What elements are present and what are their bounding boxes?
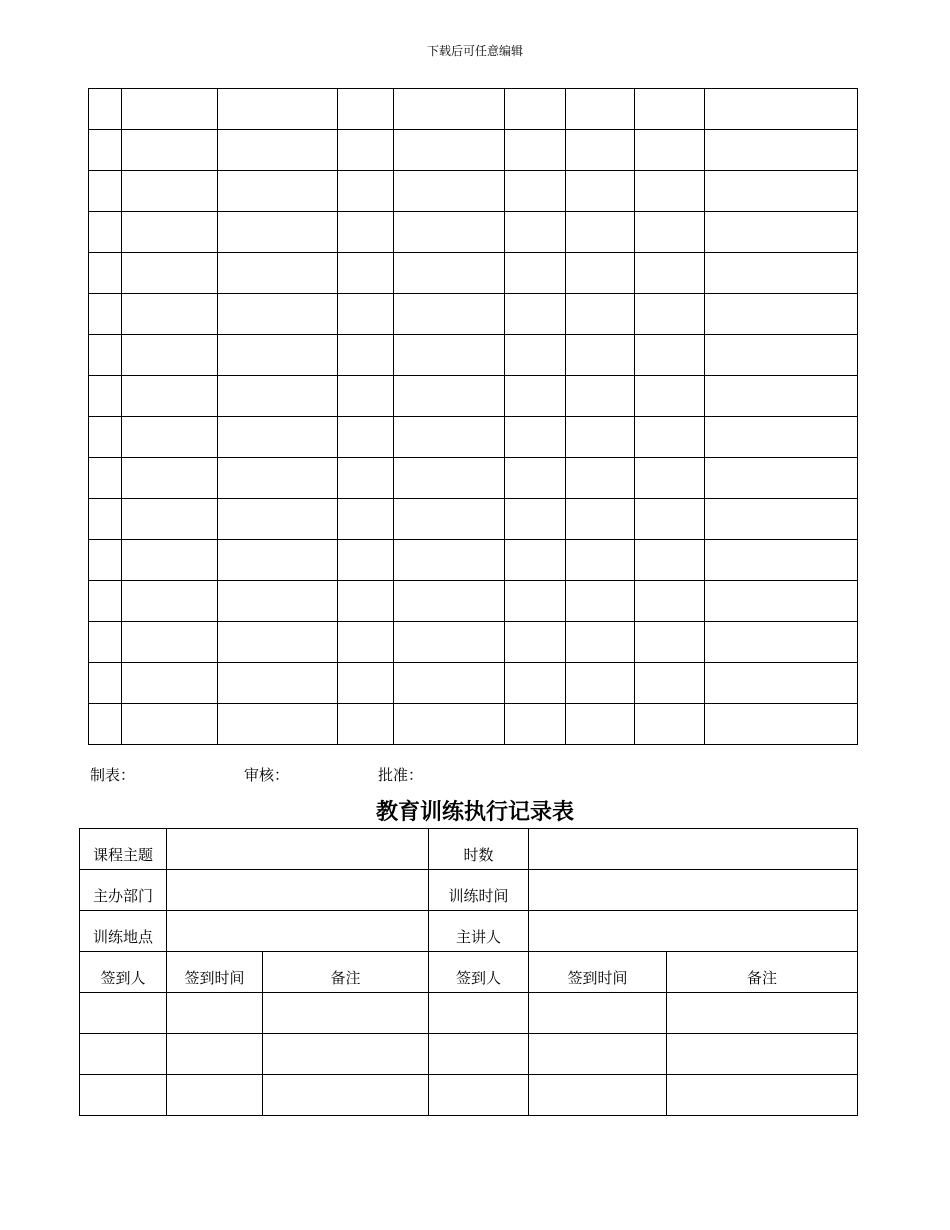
grid-cell[interactable] [705,89,858,130]
grid-cell[interactable] [635,335,705,376]
grid-cell[interactable] [394,171,505,212]
grid-cell[interactable] [394,458,505,499]
host-department-label: 主办部门 [80,870,167,911]
grid-cell[interactable] [218,294,338,335]
grid-cell[interactable] [705,130,858,171]
grid-cell[interactable] [218,89,338,130]
grid-row [89,499,858,540]
grid-cell[interactable] [394,622,505,663]
lecturer-field[interactable] [529,911,858,952]
grid-cell[interactable] [218,212,338,253]
grid-cell[interactable] [705,171,858,212]
grid-cell[interactable] [218,253,338,294]
signin-cell[interactable] [667,1034,858,1075]
grid-cell[interactable] [566,335,635,376]
grid-cell[interactable] [338,89,394,130]
grid-cell[interactable] [89,130,122,171]
grid-cell[interactable] [218,376,338,417]
grid-cell[interactable] [122,458,218,499]
course-topic-field[interactable] [167,829,429,870]
grid-cell[interactable] [566,622,635,663]
signin-cell[interactable] [263,993,429,1034]
blank-grid-body [89,89,858,745]
grid-cell[interactable] [218,417,338,458]
grid-cell[interactable] [394,130,505,171]
grid-cell[interactable] [566,171,635,212]
grid-cell[interactable] [394,376,505,417]
grid-cell[interactable] [705,622,858,663]
grid-row [89,540,858,581]
grid-cell[interactable] [635,458,705,499]
header-note: 下载后可任意编辑 [426,44,523,58]
column-header: 签到时间 [529,952,667,993]
column-header: 备注 [667,952,858,993]
grid-cell[interactable] [218,335,338,376]
grid-cell[interactable] [705,540,858,581]
grid-row [89,171,858,212]
grid-cell[interactable] [122,130,218,171]
grid-cell[interactable] [635,663,705,704]
grid-cell[interactable] [89,499,122,540]
training-location-row [80,911,858,952]
grid-cell[interactable] [635,417,705,458]
grid-cell[interactable] [338,376,394,417]
signin-cell[interactable] [263,1075,429,1116]
signin-rows [80,993,858,1116]
grid-cell[interactable] [338,171,394,212]
signin-cell[interactable] [429,1034,529,1075]
grid-cell[interactable] [505,622,566,663]
grid-cell[interactable] [338,622,394,663]
grid-cell[interactable] [505,499,566,540]
grid-cell[interactable] [635,253,705,294]
grid-cell[interactable] [338,663,394,704]
grid-cell[interactable] [505,376,566,417]
grid-cell[interactable] [394,294,505,335]
grid-cell[interactable] [218,704,338,745]
grid-row [89,663,858,704]
host-department-field[interactable] [167,870,429,911]
grid-row [89,704,858,745]
grid-cell[interactable] [338,253,394,294]
blank-grid-table [88,88,858,745]
grid-cell[interactable] [635,130,705,171]
grid-cell[interactable] [89,376,122,417]
grid-cell[interactable] [505,458,566,499]
grid-cell[interactable] [122,89,218,130]
grid-cell[interactable] [394,581,505,622]
grid-cell[interactable] [122,335,218,376]
grid-cell[interactable] [122,376,218,417]
signin-cell[interactable] [529,1034,667,1075]
signin-row [80,1034,858,1075]
signin-cell[interactable] [80,1075,167,1116]
grid-cell[interactable] [505,704,566,745]
grid-cell[interactable] [705,499,858,540]
grid-row [89,622,858,663]
grid-cell[interactable] [566,499,635,540]
course-topic-row [80,829,858,870]
grid-cell[interactable] [566,417,635,458]
grid-cell[interactable] [505,540,566,581]
hours-label: 时数 [429,829,529,870]
signin-row [80,993,858,1034]
signin-cell[interactable] [167,1075,263,1116]
grid-cell[interactable] [218,581,338,622]
grid-cell[interactable] [122,581,218,622]
grid-cell[interactable] [394,212,505,253]
grid-cell[interactable] [218,499,338,540]
grid-cell[interactable] [394,89,505,130]
grid-cell[interactable] [566,212,635,253]
lecturer-label: 主讲人 [429,911,529,952]
grid-cell[interactable] [705,253,858,294]
grid-cell[interactable] [122,622,218,663]
grid-cell[interactable] [394,417,505,458]
grid-row [89,376,858,417]
column-header: 签到时间 [167,952,263,993]
grid-cell[interactable] [122,417,218,458]
grid-cell[interactable] [89,540,122,581]
grid-cell[interactable] [505,417,566,458]
grid-cell[interactable] [338,499,394,540]
signin-cell[interactable] [667,993,858,1034]
grid-row [89,212,858,253]
grid-cell[interactable] [394,704,505,745]
grid-cell[interactable] [218,130,338,171]
grid-cell[interactable] [89,663,122,704]
grid-cell[interactable] [566,663,635,704]
grid-cell[interactable] [505,663,566,704]
grid-cell[interactable] [566,294,635,335]
grid-cell[interactable] [122,499,218,540]
signin-row [80,1075,858,1116]
grid-cell[interactable] [89,581,122,622]
grid-cell[interactable] [122,253,218,294]
training-location-label: 训练地点 [80,911,167,952]
grid-cell[interactable] [338,335,394,376]
grid-cell[interactable] [338,212,394,253]
host-department-row [80,870,858,911]
grid-cell[interactable] [705,335,858,376]
signin-cell[interactable] [429,1075,529,1116]
grid-cell[interactable] [338,458,394,499]
signin-cell[interactable] [429,993,529,1034]
grid-cell[interactable] [705,376,858,417]
grid-cell[interactable] [89,704,122,745]
training-time-label: 训练时间 [429,870,529,911]
grid-cell[interactable] [705,458,858,499]
grid-cell[interactable] [89,458,122,499]
grid-cell[interactable] [122,540,218,581]
signin-cell[interactable] [167,1034,263,1075]
grid-row [89,294,858,335]
grid-cell[interactable] [635,499,705,540]
grid-cell[interactable] [566,704,635,745]
grid-cell[interactable] [505,171,566,212]
grid-cell[interactable] [635,294,705,335]
grid-cell[interactable] [338,540,394,581]
signin-cell[interactable] [529,993,667,1034]
signin-cell[interactable] [80,1034,167,1075]
grid-cell[interactable] [705,417,858,458]
grid-cell[interactable] [89,417,122,458]
grid-cell[interactable] [218,540,338,581]
grid-cell[interactable] [122,294,218,335]
training-location-field[interactable] [167,911,429,952]
grid-cell[interactable] [394,499,505,540]
grid-row [89,335,858,376]
grid-cell[interactable] [566,253,635,294]
grid-cell[interactable] [89,253,122,294]
grid-cell[interactable] [566,458,635,499]
signin-cell[interactable] [529,1075,667,1116]
course-topic-label: 课程主题 [80,829,167,870]
grid-cell[interactable] [635,171,705,212]
grid-cell[interactable] [394,663,505,704]
grid-cell[interactable] [705,212,858,253]
grid-cell[interactable] [218,622,338,663]
column-header: 备注 [263,952,429,993]
grid-cell[interactable] [705,581,858,622]
grid-cell[interactable] [566,376,635,417]
grid-cell[interactable] [89,89,122,130]
grid-cell[interactable] [218,458,338,499]
grid-cell[interactable] [89,171,122,212]
training-record-table [79,828,858,1116]
grid-cell[interactable] [338,294,394,335]
grid-cell[interactable] [635,212,705,253]
grid-row [89,458,858,499]
grid-cell[interactable] [705,294,858,335]
grid-row [89,253,858,294]
prepared-by-label: 制表： [90,766,136,784]
grid-cell[interactable] [122,212,218,253]
form-title: 教育训练执行记录表 [375,799,574,825]
grid-cell[interactable] [338,704,394,745]
grid-cell[interactable] [394,335,505,376]
grid-cell[interactable] [635,89,705,130]
grid-row [89,417,858,458]
grid-cell[interactable] [122,663,218,704]
grid-cell[interactable] [89,335,122,376]
grid-cell[interactable] [505,335,566,376]
approved-by-label: 批准： [378,766,424,784]
grid-cell[interactable] [505,581,566,622]
grid-cell[interactable] [218,663,338,704]
grid-row [89,581,858,622]
grid-cell[interactable] [635,376,705,417]
grid-cell[interactable] [505,89,566,130]
training-time-field[interactable] [529,870,858,911]
grid-cell[interactable] [338,581,394,622]
grid-cell[interactable] [89,294,122,335]
column-header: 签到人 [429,952,529,993]
grid-cell[interactable] [89,622,122,663]
signin-cell[interactable] [667,1075,858,1116]
hours-field[interactable] [529,829,858,870]
grid-cell[interactable] [635,622,705,663]
grid-cell[interactable] [635,540,705,581]
grid-row [89,130,858,171]
grid-cell[interactable] [394,540,505,581]
grid-cell[interactable] [705,663,858,704]
grid-cell[interactable] [338,417,394,458]
reviewed-by-label: 审核： [244,766,290,784]
grid-cell[interactable] [505,130,566,171]
signin-cell[interactable] [167,993,263,1034]
grid-cell[interactable] [505,294,566,335]
grid-cell[interactable] [338,130,394,171]
grid-cell[interactable] [635,704,705,745]
grid-cell[interactable] [566,540,635,581]
grid-cell[interactable] [218,171,338,212]
grid-cell[interactable] [566,581,635,622]
grid-cell[interactable] [394,253,505,294]
grid-cell[interactable] [89,212,122,253]
column-header: 签到人 [80,952,167,993]
grid-cell[interactable] [505,212,566,253]
grid-cell[interactable] [122,704,218,745]
signin-header-row [80,952,858,993]
grid-row [89,89,858,130]
signin-cell[interactable] [80,993,167,1034]
grid-cell[interactable] [635,581,705,622]
grid-cell[interactable] [122,171,218,212]
grid-cell[interactable] [566,89,635,130]
signin-cell[interactable] [263,1034,429,1075]
grid-cell[interactable] [505,253,566,294]
grid-cell[interactable] [705,704,858,745]
grid-cell[interactable] [566,130,635,171]
